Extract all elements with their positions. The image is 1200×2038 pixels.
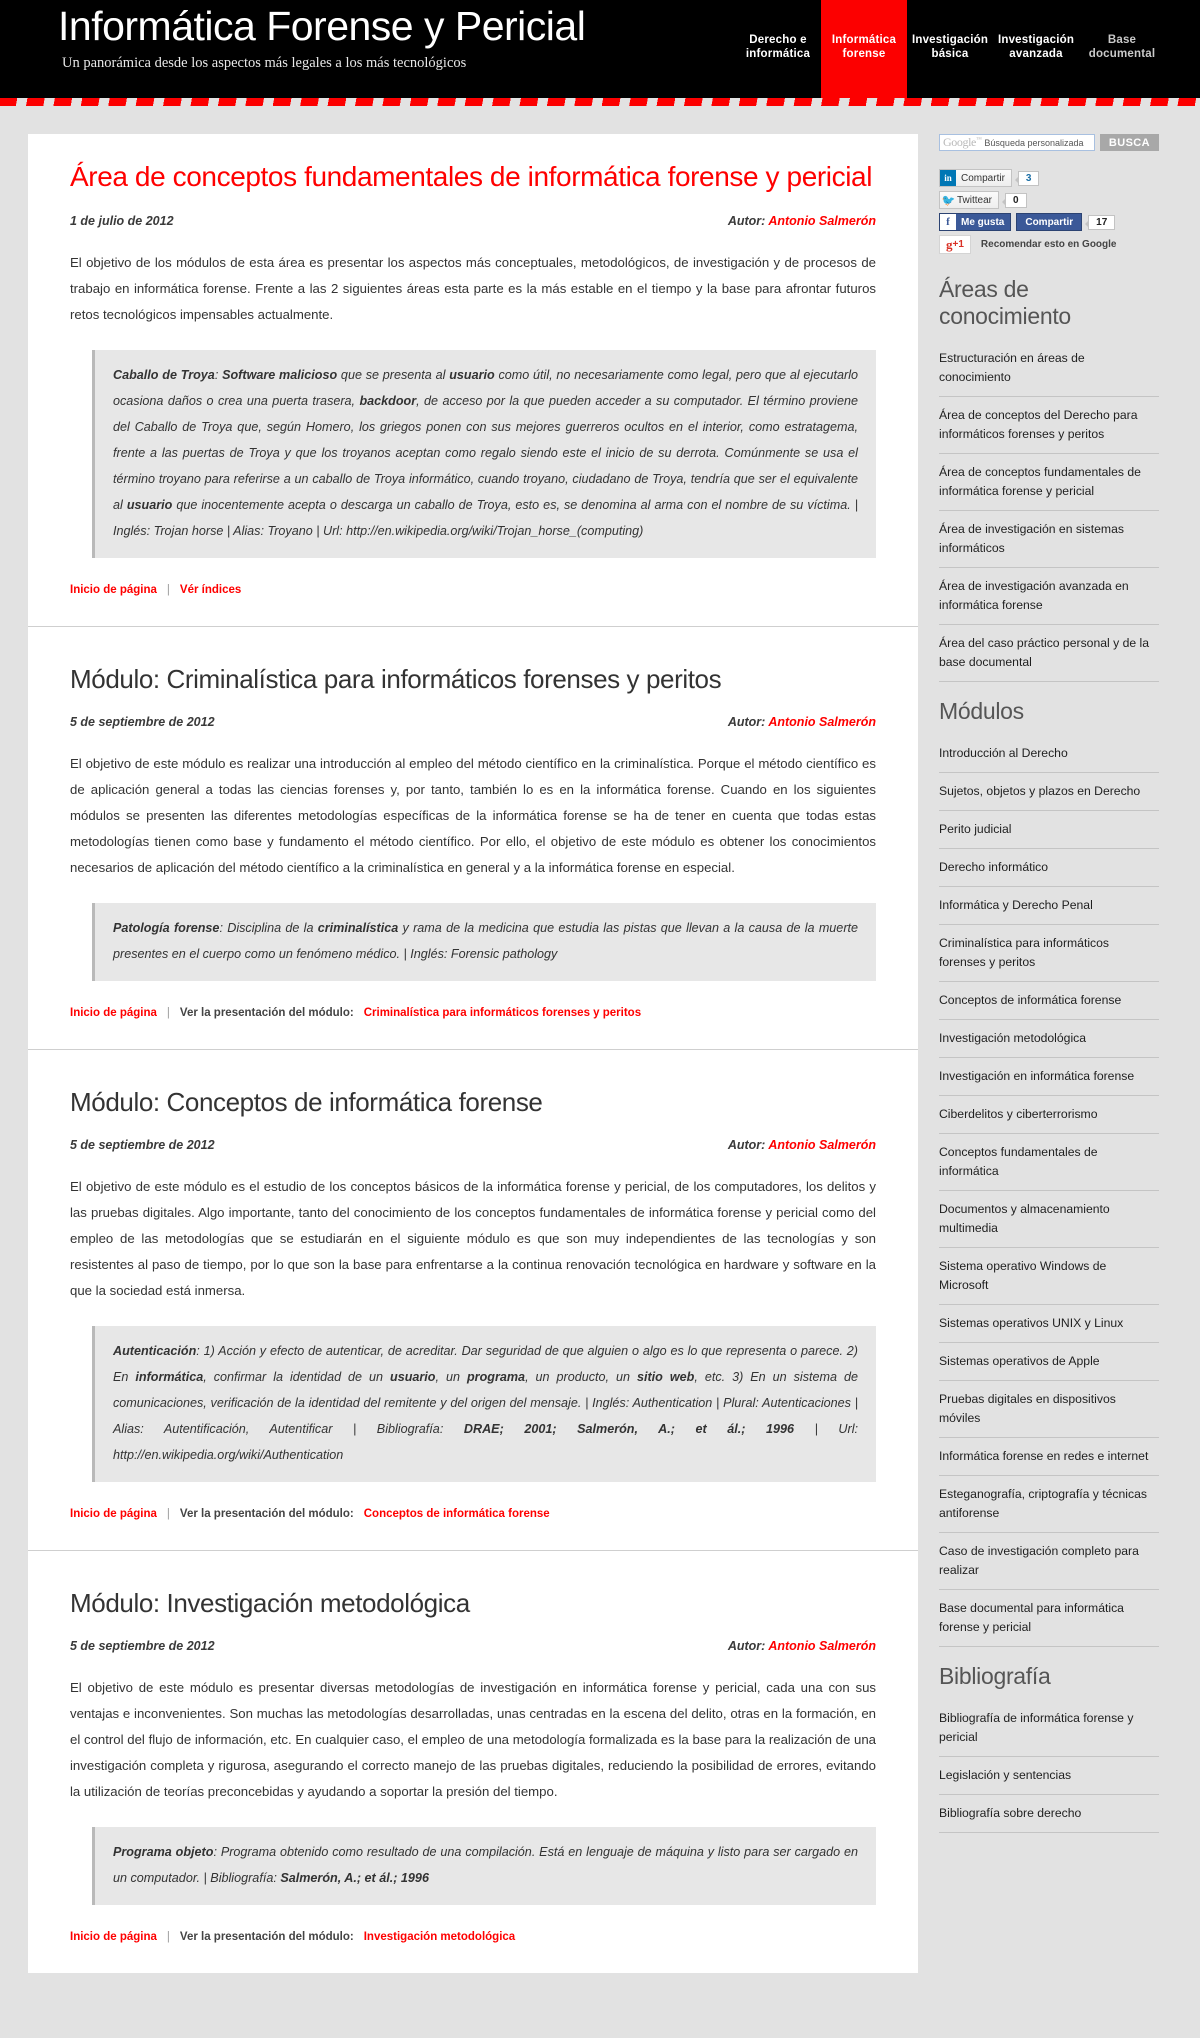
sidebar-list-0 <box>939 340 1159 682</box>
linkedin-share-row[interactable] <box>939 169 1159 187</box>
google-logo: Google™ <box>943 135 982 149</box>
linkedin-count[interactable]: 3 <box>1018 171 1040 186</box>
back-to-top-link[interactable]: Inicio de página <box>70 1508 157 1520</box>
nav-item-label-line1: Base <box>1107 34 1137 46</box>
article-author-name[interactable]: Antonio Salmerón <box>768 1138 876 1152</box>
facebook-like-button[interactable] <box>939 213 1011 231</box>
nav-item-label-line1: Investigación <box>997 34 1075 46</box>
article-body: El objetivo de este módulo es presentar diversas metodologías de investigación en informática forense y pericial, cada una con sus ventajas e inconvenientes. Son muchas las metodologías desarrolladas, unas centradas en la escena del delito, otras en la formación, en el control del flujo de información, etc. En cualquier caso, el empleo de una metodología formalizada es la base para la realización de una investigación completa y rigurosa, asegurando el correcto manejo de las pruebas digitales, reduciendo la posibilidad de errores, evitando la utilización de teorías preconcebidas y ayudando a soportar la presión del tiempo. <box>70 1680 876 1799</box>
sidebar-item[interactable]: Informática y Derecho Penal <box>939 887 1159 925</box>
sidebar-section-heading-2: Bibliografía <box>939 1663 1051 1689</box>
nav-item-label-line1: Investigación <box>911 34 989 46</box>
article-3 <box>28 1551 918 1973</box>
footer-prefix-label: Ver la presentación del módulo: <box>179 1508 354 1520</box>
article-meta <box>70 214 876 228</box>
google-plus-one-button[interactable] <box>939 235 971 254</box>
facebook-share-row[interactable] <box>939 213 1159 231</box>
article-title: Módulo: Investigación metodológica <box>70 1588 470 1618</box>
article-footer <box>70 1931 876 1943</box>
article-author-label: Autor: <box>727 1138 769 1152</box>
linkedin-icon: in <box>940 170 956 186</box>
sidebar-item[interactable]: Base documental para informática forense y pericial <box>939 1590 1159 1647</box>
article-author <box>728 1639 876 1653</box>
article-title: Módulo: Criminalística para informáticos forenses y peritos <box>70 664 722 694</box>
sidebar-section-heading-0: Áreas de conocimiento <box>939 276 1071 329</box>
sidebar-item[interactable]: Investigación metodológica <box>939 1020 1159 1058</box>
article-body: El objetivo de este módulo es realizar una introducción al empleo del método científico en la criminalística. Porque el método científico es de aplicación general a todas las ciencias forenses y, por tanto, también lo es en la informática forense. Cuando en los siguientes módulos se presenten las diferentes metodologías específicas de la informática forense se ha de tener en cuenta que todas estas metodologías tienen como base y fundamento el método científico. Por ello, el objetivo de este módulo es obtener los conocimientos necesarios de aplicación del método científico a la criminalística en general y a la informática forense en especial. <box>70 756 876 875</box>
main-navigation[interactable] <box>735 0 1165 98</box>
sidebar-item[interactable]: Área de conceptos del Derecho para informáticos forenses y peritos <box>939 397 1159 454</box>
nav-item-3[interactable] <box>993 0 1079 71</box>
sidebar-item[interactable]: Área de conceptos fundamentales de informática forense y pericial <box>939 454 1159 511</box>
article-title: Área de conceptos fundamentales de informática forense y pericial <box>70 161 873 192</box>
google-recommend-label: Recomendar esto en Google <box>980 239 1117 250</box>
search-button[interactable]: BUSCA <box>1100 134 1159 151</box>
twitter-count[interactable]: 0 <box>1005 193 1027 208</box>
sidebar-item[interactable]: Área de investigación en sistemas informáticos <box>939 511 1159 568</box>
definition-box: Caballo de Troya: Software malicioso que se presenta al usuario como útil, no necesariamente como legal, pero que al ejecutarlo ocasiona daños o crea una puerta trasera, backdoor, de acceso por la que pueden acceder a su computador. El término proviene del Caballo de Troya que, según Homero, los griegos ponen con sus mejores guerreros ocultos en el interior, como estratagema, frente a las puertas de Troya y que los troyanos aceptan como regalo siendo este el inicio de su derrota. Comúnmente se usa el término troyano para referirse a un caballo de Troya informático, cuando troyano, ciudadano de Troya, tendría que ser el equivalente al usuario que inocentemente acepta o descarga un caballo de Troya, esto es, se denomina al arma con el nombre de su víctima. | Inglés: Trojan horse | Alias: Troyano | Url: http://en.wikipedia.org/wiki/Trojan_horse_(computing) <box>92 350 876 558</box>
sidebar-item[interactable]: Legislación y sentencias <box>939 1757 1159 1795</box>
sidebar-item[interactable]: Ciberdelitos y ciberterrorismo <box>939 1096 1159 1134</box>
article-2 <box>28 1050 918 1551</box>
article-0 <box>28 134 918 627</box>
article-meta <box>70 715 876 729</box>
article-author-label: Autor: <box>727 214 769 228</box>
nav-item-label-line2: informática <box>745 48 811 60</box>
sidebar-sections <box>939 276 1159 1833</box>
sidebar-item[interactable]: Sujetos, objetos y plazos en Derecho <box>939 773 1159 811</box>
linkedin-share-button[interactable] <box>939 169 1012 187</box>
search-row[interactable] <box>939 134 1159 151</box>
nav-item-label-line2: avanzada <box>1009 48 1063 60</box>
twitter-bird-icon: 🐦 <box>941 194 956 207</box>
sidebar <box>923 134 1173 1833</box>
article-footer <box>70 1508 876 1520</box>
search-input[interactable] <box>939 134 1095 151</box>
footer-module-link[interactable]: Investigación metodológica <box>363 1931 516 1943</box>
article-date: 1 de julio de 2012 <box>70 214 174 228</box>
sidebar-item[interactable]: Sistemas operativos UNIX y Linux <box>939 1305 1159 1343</box>
sidebar-item[interactable]: Perito judicial <box>939 811 1159 849</box>
main-content <box>28 134 918 1973</box>
sidebar-item[interactable]: Introducción al Derecho <box>939 735 1159 773</box>
search-placeholder: Búsqueda personalizada <box>984 137 1084 148</box>
footer-module-link[interactable]: Criminalística para informáticos forenses y peritos <box>363 1007 642 1019</box>
footer-separator: | <box>166 1508 170 1520</box>
sidebar-item[interactable]: Documentos y almacenamiento multimedia <box>939 1191 1159 1248</box>
article-meta <box>70 1639 876 1653</box>
footer-module-link[interactable]: Conceptos de informática forense <box>363 1508 550 1520</box>
sidebar-item[interactable]: Conceptos fundamentales de informática <box>939 1134 1159 1191</box>
sidebar-item[interactable]: Derecho informático <box>939 849 1159 887</box>
footer-module-link[interactable]: Vér índices <box>179 584 242 596</box>
google-plus-g-icon: g <box>946 236 953 252</box>
site-tagline: Un panorámica desde los aspectos más legales a los más tecnológicos <box>62 55 467 71</box>
article-1 <box>28 627 918 1050</box>
sidebar-item[interactable]: Criminalística para informáticos forenses y peritos <box>939 925 1159 982</box>
nav-item-2[interactable] <box>907 0 993 71</box>
article-date: 5 de septiembre de 2012 <box>70 1639 215 1653</box>
footer-separator: | <box>166 1007 170 1019</box>
site-title: Informática Forense y Pericial <box>58 3 586 49</box>
google-plus-row[interactable] <box>939 235 1159 254</box>
sidebar-item[interactable]: Sistema operativo Windows de Microsoft <box>939 1248 1159 1305</box>
sidebar-item[interactable]: Bibliografía de informática forense y pericial <box>939 1700 1159 1757</box>
article-body: El objetivo de los módulos de esta área es presentar los aspectos más conceptuales, metodológicos, de investigación y de procesos de trabajo en informática forense. Frente a las 2 siguientes áreas esta parte es la más estable en el tiempo y la base para afrontar futuros retos tecnológicos impensables actualmente. <box>70 255 876 322</box>
facebook-icon: f <box>940 214 956 230</box>
linkedin-share-label: Compartir <box>961 172 1005 184</box>
nav-item-label-line2: forense <box>842 48 886 60</box>
twitter-share-label: Twittear <box>957 194 993 206</box>
sidebar-item[interactable]: Investigación en informática forense <box>939 1058 1159 1096</box>
article-author-name[interactable]: Antonio Salmerón <box>768 1639 876 1653</box>
google-plus-one-label: +1 <box>952 239 964 250</box>
facebook-like-label: Me gusta <box>961 216 1005 228</box>
nav-item-4[interactable] <box>1079 0 1165 71</box>
article-author <box>728 1138 876 1152</box>
footer-separator: | <box>166 584 170 596</box>
site-header <box>0 0 1200 98</box>
sidebar-item[interactable]: Informática forense en redes e internet <box>939 1438 1159 1476</box>
twitter-share-row[interactable] <box>939 191 1159 209</box>
sidebar-item[interactable]: Área del caso práctico personal y de la base documental <box>939 625 1159 682</box>
article-author-name[interactable]: Antonio Salmerón <box>768 715 876 729</box>
nav-item-0[interactable] <box>735 0 821 71</box>
nav-item-1[interactable] <box>821 0 907 98</box>
sidebar-item[interactable]: Pruebas digitales en dispositivos móviles <box>939 1381 1159 1438</box>
back-to-top-link[interactable]: Inicio de página <box>70 1931 157 1943</box>
sidebar-section-heading-1: Módulos <box>939 698 1024 724</box>
sidebar-item[interactable]: Área de investigación avanzada en informática forense <box>939 568 1159 625</box>
twitter-share-button[interactable] <box>939 191 999 209</box>
sidebar-item[interactable]: Bibliografía sobre derecho <box>939 1795 1159 1833</box>
article-author-label: Autor: <box>727 1639 769 1653</box>
article-date: 5 de septiembre de 2012 <box>70 1138 215 1152</box>
sidebar-item[interactable]: Sistemas operativos de Apple <box>939 1343 1159 1381</box>
facebook-share-button[interactable]: Compartir <box>1016 213 1082 231</box>
footer-separator: | <box>166 1931 170 1943</box>
article-author <box>728 214 876 228</box>
nav-item-label-line1: Derecho e <box>749 34 807 46</box>
sidebar-item[interactable]: Conceptos de informática forense <box>939 982 1159 1020</box>
social-share-widgets <box>939 169 1159 254</box>
sidebar-list-2 <box>939 1700 1159 1833</box>
red-dashed-stripe <box>0 98 1200 106</box>
back-to-top-link[interactable]: Inicio de página <box>70 584 157 596</box>
footer-prefix-label: Ver la presentación del módulo: <box>179 1931 354 1943</box>
article-footer <box>70 1007 876 1019</box>
nav-item-label-line2: básica <box>931 48 969 60</box>
article-author-name[interactable]: Antonio Salmerón <box>768 214 876 228</box>
definition-box: Autenticación: 1) Acción y efecto de autenticar, de acreditar. Dar seguridad de que alguien o algo es lo que representa o parece. 2) En informática, confirmar la identidad de un usuario, un programa, un producto, un sitio web, etc. 3) En un sistema de comunicaciones, verificación de la identidad del remitente y del origen del mensaje. | Inglés: Authentication | Plural: Autenticaciones | Alias: Autentificación, Autentificar | Bibliografía: DRAE; 2001; Salmerón, A.; et ál.; 1996 | Url: http://en.wikipedia.org/wiki/Authentication <box>92 1326 876 1482</box>
definition-box: Programa objeto: Programa obtenido como resultado de una compilación. Está en lenguaje de máquina y listo para ser cargado en un computador. | Bibliografía: Salmerón, A.; et ál.; 1996 <box>92 1827 876 1905</box>
sidebar-item[interactable]: Estructuración en áreas de conocimiento <box>939 340 1159 397</box>
article-author <box>728 715 876 729</box>
article-meta <box>70 1138 876 1152</box>
article-author-label: Autor: <box>727 715 769 729</box>
definition-box: Patología forense: Disciplina de la criminalística y rama de la medicina que estudia las pistas que llevan a la causa de la muerte presentes en el cuerpo como un fenómeno médico. | Inglés: Forensic pathology <box>92 903 876 981</box>
sidebar-list-1 <box>939 735 1159 1647</box>
nav-item-label-line1: Informática <box>831 34 897 46</box>
nav-item-label-line2: documental <box>1088 48 1156 60</box>
article-date: 5 de septiembre de 2012 <box>70 715 215 729</box>
article-footer <box>70 584 876 596</box>
article-title: Módulo: Conceptos de informática forense <box>70 1087 543 1117</box>
brand <box>58 2 585 72</box>
article-body: El objetivo de este módulo es el estudio de los conceptos básicos de la informática forense y pericial, de los computadores, los delitos y las pruebas digitales. Algo importante, tanto del conocimiento de los conceptos fundamentales de informática forense y pericial como del empleo de las metodologías que se estudiarán en el siguiente módulo es que son muy independientes de las tecnologías y son resistentes al paso de tiempo, por lo que son la base para enfrentarse a la continua renovación tecnológica en hardware y software en la que la sociedad está inmersa. <box>70 1179 876 1298</box>
sidebar-item[interactable]: Esteganografía, criptografía y técnicas antiforense <box>939 1476 1159 1533</box>
facebook-count[interactable]: 17 <box>1088 215 1115 230</box>
footer-prefix-label: Ver la presentación del módulo: <box>179 1007 354 1019</box>
back-to-top-link[interactable]: Inicio de página <box>70 1007 157 1019</box>
sidebar-item[interactable]: Caso de investigación completo para realizar <box>939 1533 1159 1590</box>
page-body <box>0 106 1200 1973</box>
